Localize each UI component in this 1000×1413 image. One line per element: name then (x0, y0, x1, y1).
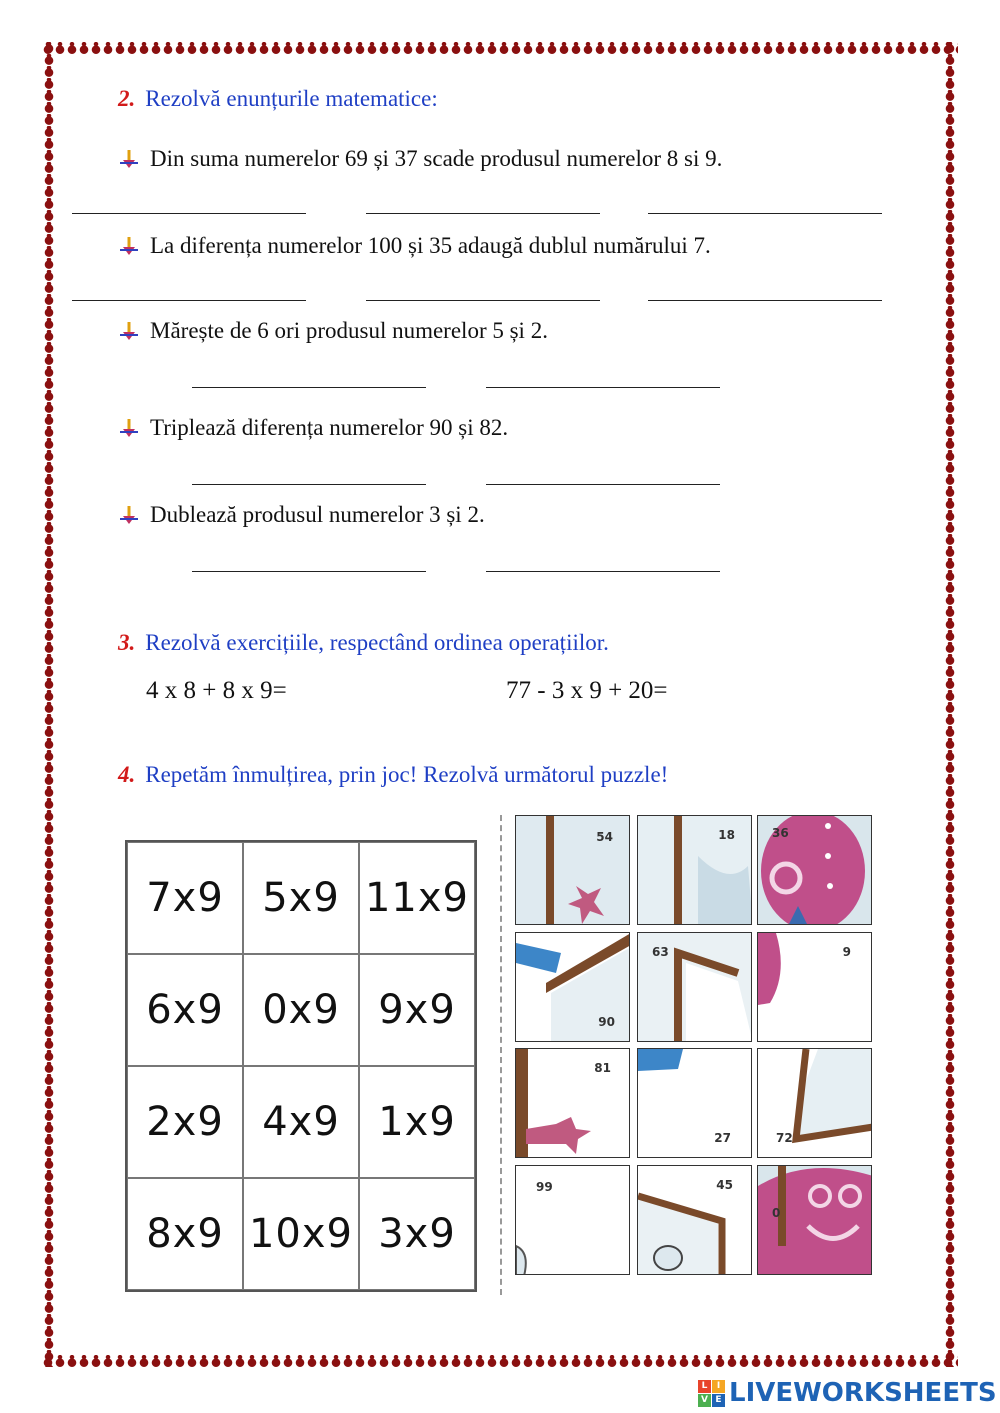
q4-number: 4. (118, 762, 136, 787)
tile-number: 99 (536, 1180, 553, 1194)
liveworksheets-text: LIVEWORKSHEETS (729, 1378, 997, 1408)
tile-number: 36 (772, 826, 789, 840)
answer-line[interactable] (72, 300, 306, 301)
puzzle-tile[interactable] (757, 815, 872, 925)
grid-cell[interactable]: 0x9 (243, 954, 359, 1066)
puzzle-tile[interactable] (757, 1165, 872, 1275)
grid-cell[interactable]: 8x9 (127, 1178, 243, 1290)
border-bottom (42, 1355, 958, 1369)
grid-cell[interactable]: 3x9 (359, 1178, 475, 1290)
puzzle-tile[interactable] (515, 815, 630, 925)
puzzle-tile[interactable] (637, 1165, 752, 1275)
answer-line[interactable] (486, 387, 720, 388)
down-arrow-bullet-icon (118, 235, 140, 257)
q2-title: Rezolvă enunțurile matematice: (145, 86, 438, 111)
q4-title: Repetăm înmulțirea, prin joc! Rezolvă următorul puzzle! (145, 762, 669, 787)
border-right (943, 42, 957, 1367)
q2-item-4 (118, 415, 508, 441)
answer-line[interactable] (366, 213, 600, 214)
liveworksheets-badge-icon: L I V E (698, 1380, 725, 1407)
answer-line[interactable] (192, 387, 426, 388)
q4-heading (118, 762, 668, 788)
grid-cell[interactable]: 7x9 (127, 842, 243, 954)
tile-number: 18 (718, 828, 735, 842)
tile-number: 81 (594, 1061, 611, 1075)
grid-cell[interactable]: 9x9 (359, 954, 475, 1066)
tile-number: 54 (596, 830, 613, 844)
answer-line[interactable] (366, 300, 600, 301)
q2-heading (118, 86, 438, 112)
answer-line[interactable] (192, 484, 426, 485)
grid-cell[interactable]: 10x9 (243, 1178, 359, 1290)
q2-item-3-text: Mărește de 6 ori produsul numerelor 5 și 2. (150, 318, 548, 343)
q3-expression-1: 4 x 8 + 8 x 9= (146, 677, 287, 704)
q2-number: 2. (118, 86, 136, 111)
q3-number: 3. (118, 630, 136, 655)
grid-cell[interactable]: 4x9 (243, 1066, 359, 1178)
q2-item-1-text: Din suma numerelor 69 și 37 scade produsul numerelor 8 si 9. (150, 146, 723, 171)
q2-item-2 (118, 233, 711, 259)
multiplication-grid (125, 840, 477, 1292)
border-left (42, 42, 56, 1367)
q3-expression-2: 77 - 3 x 9 + 20= (506, 677, 668, 704)
q3-title: Rezolvă exercițiile, respectând ordinea operațiilor. (145, 630, 609, 655)
tile-number: 72 (776, 1131, 793, 1145)
q3-heading (118, 630, 609, 656)
q2-item-2-text: La diferența numerelor 100 și 35 adaugă dublul numărului 7. (150, 233, 711, 258)
grid-cell[interactable]: 2x9 (127, 1066, 243, 1178)
tile-number: 0 (772, 1206, 781, 1220)
answer-line[interactable] (648, 213, 882, 214)
puzzle-tile[interactable] (515, 932, 630, 1042)
grid-cell[interactable]: 6x9 (127, 954, 243, 1066)
tile-number: 63 (652, 945, 669, 959)
puzzle-tile[interactable] (757, 932, 872, 1042)
answer-line[interactable] (192, 571, 426, 572)
q2-item-1 (118, 146, 722, 172)
puzzle-tile[interactable] (757, 1048, 872, 1158)
tile-number: 90 (598, 1015, 615, 1029)
down-arrow-bullet-icon (118, 417, 140, 439)
tile-number: 45 (716, 1178, 733, 1192)
grid-cell[interactable]: 5x9 (243, 842, 359, 954)
answer-line[interactable] (72, 213, 306, 214)
puzzle-tile[interactable] (515, 1165, 630, 1275)
cut-line (500, 815, 502, 1295)
puzzle-tile[interactable] (515, 1048, 630, 1158)
answer-line[interactable] (648, 300, 882, 301)
answer-line[interactable] (486, 571, 720, 572)
q2-item-4-text: Triplează diferența numerelor 90 și 82. (150, 415, 509, 440)
down-arrow-bullet-icon (118, 504, 140, 526)
down-arrow-bullet-icon (118, 148, 140, 170)
tile-number: 9 (842, 945, 851, 959)
grid-cell[interactable]: 1x9 (359, 1066, 475, 1178)
grid-cell[interactable]: 11x9 (359, 842, 475, 954)
puzzle-tile[interactable] (637, 815, 752, 925)
down-arrow-bullet-icon (118, 320, 140, 342)
answer-line[interactable] (486, 484, 720, 485)
q2-item-3 (118, 318, 548, 344)
q2-item-5 (118, 502, 485, 528)
puzzle-tiles (515, 815, 875, 1280)
tile-number: 27 (714, 1131, 731, 1145)
border-top (42, 42, 958, 56)
liveworksheets-logo (698, 1378, 997, 1408)
puzzle-tile[interactable] (637, 932, 752, 1042)
q2-item-5-text: Dublează produsul numerelor 3 și 2. (150, 502, 485, 527)
puzzle-tile[interactable] (637, 1048, 752, 1158)
